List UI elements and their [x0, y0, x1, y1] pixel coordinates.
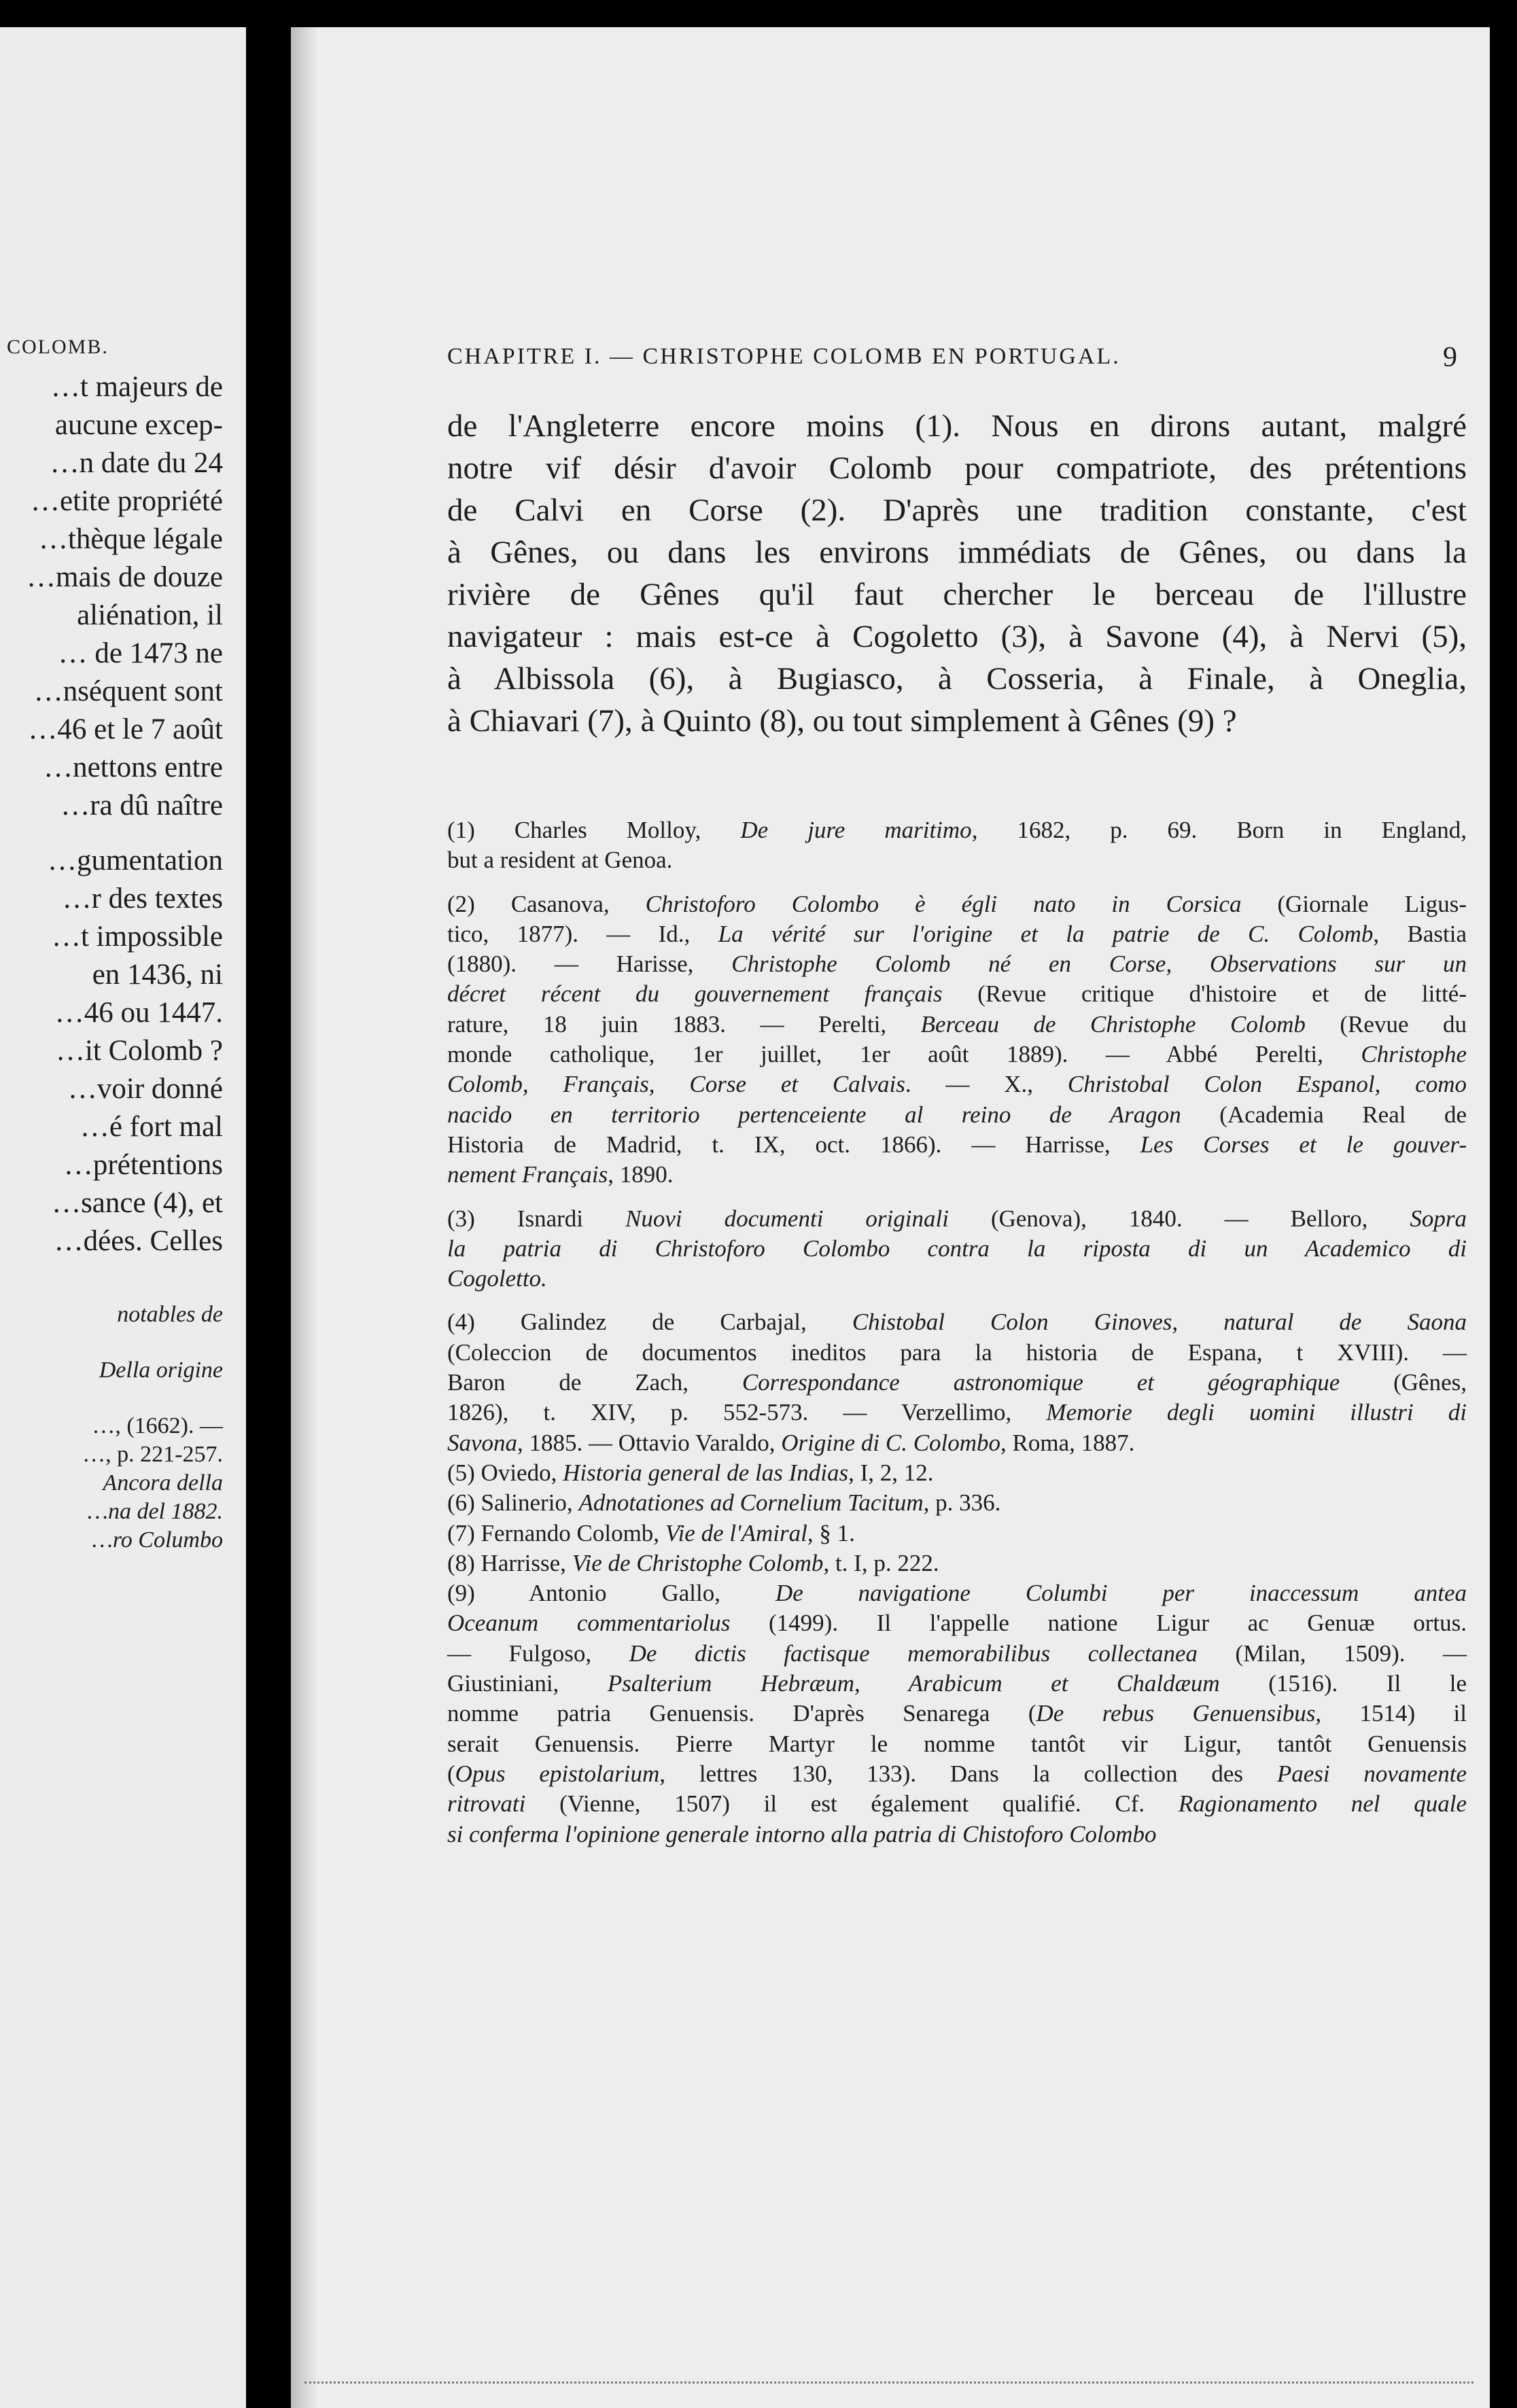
footnote-3-line: la patria di Christoforo Colombo contra la riposta di un Academico di — [447, 1235, 1467, 1262]
footnote-2-line: (1880). — Harisse, Christophe Colomb né en Corse, Observations sur un — [447, 951, 1467, 978]
footnote-9-line: nomme patria Genuensis. D'après Senarega (De rebus Genuensibus, 1514) il — [447, 1700, 1467, 1727]
footnote-4-line: 1826), t. XIV, p. 552-573. — Verzellimo, Memorie degli uomini illustri di — [447, 1399, 1467, 1426]
paragraph-line: à Chiavari (7), à Quinto (8), ou tout simplement à Gênes (9) ? — [447, 703, 1237, 739]
footnote-2-line: tico, 1877). — Id., La vérité sur l'origine et la patrie de C. Colomb, Bastia — [447, 920, 1467, 947]
page-bottom-dotted-edge — [304, 2382, 1474, 2384]
paragraph-line: à Albissola (6), à Bugiasco, à Cosseria, à Finale, à Oneglia, — [447, 661, 1467, 696]
footnote-9-line: — Fulgoso, De dictis factisque memorabilibus collectanea (Milan, 1509). — — [447, 1640, 1467, 1667]
left-line: aucune excep- — [54, 409, 223, 441]
footnote-2-line: rature, 18 juin 1883. — Perelti, Berceau de Christophe Colomb (Revue du — [447, 1010, 1467, 1038]
footnote-9-ragionamento-cont: si conferma l'opinione generale intorno alla patria di Chistoforo Colombo — [447, 1820, 1157, 1847]
footnote-4-line: (Coleccion de documentos ineditos para la historia de Espana, t XVIII). — — [447, 1339, 1467, 1366]
footnote-2-line: Historia de Madrid, t. IX, oct. 1866). — Harrisse, Les Corses et le gouver- — [447, 1131, 1467, 1158]
footnote-2-line: décret récent du gouvernement français (Revue critique d'histoire et de litté- — [447, 980, 1467, 1008]
scan-border-top — [0, 0, 1517, 27]
footnote-8-line: (8) Harrisse, Vie de Christophe Colomb, t. I, p. 222. — [447, 1549, 939, 1576]
left-line: …dées. Celles — [54, 1225, 223, 1257]
running-header — [447, 344, 1467, 375]
left-line: …gumentation — [48, 845, 223, 877]
footnote-7-line: (7) Fernando Colomb, Vie de l'Amiral, § 1. — [447, 1519, 855, 1546]
footnotes — [447, 815, 1467, 1849]
footnote-9-line: serait Genuensis. Pierre Martyr le nomme tantôt vir Ligur, tantôt Genuensis — [447, 1730, 1467, 1757]
footnote-6-line: (6) Salinerio, Adnotationes ad Cornelium Tacitum, p. 336. — [447, 1489, 1001, 1517]
left-line: …ra dû naître — [60, 790, 223, 821]
left-line: …46 ou 1447. — [54, 997, 223, 1029]
footnote-3-line: Cogoletto. — [447, 1265, 547, 1292]
left-line: …46 et le 7 août — [28, 713, 223, 745]
paragraph-line: à Gênes, ou dans les environs immédiats de Gênes, ou dans la — [447, 535, 1467, 570]
paragraph-line: navigateur : mais est-ce à Cogoletto (3), à Savone (4), à Nervi (5), — [447, 619, 1467, 654]
footnote-2-line: Colomb, Français, Corse et Calvais. — X., Christobal Colon Espanol, como — [447, 1071, 1467, 1098]
left-line: …prétentions — [63, 1149, 223, 1181]
left-line: …voir donné — [67, 1073, 223, 1105]
left-line: …thèque légale — [38, 523, 223, 555]
left-line: Della origine — [99, 1358, 223, 1383]
left-line: …na del 1882. — [87, 1499, 223, 1524]
footnote-9-line — [447, 1820, 1467, 1849]
left-line: …sance (4), et — [52, 1187, 223, 1219]
paragraph-line: notre vif désir d'avoir Colomb pour compatriote, des prétentions — [447, 450, 1467, 486]
left-line: …é fort mal — [80, 1111, 223, 1143]
left-line: Ancora della — [103, 1470, 223, 1495]
left-line: …n date du 24 — [50, 447, 223, 479]
running-header-title: CHAPITRE I. — CHRISTOPHE COLOMB EN PORTUGAL. — [447, 344, 1121, 369]
footnote-9-line: ritrovati (Vienne, 1507) il est également qualifié. Cf. Ragionamento nel quale — [447, 1790, 1467, 1818]
page-number: 9 — [1443, 342, 1457, 373]
left-line: …it Colomb ? — [55, 1035, 223, 1067]
footnote-9-ragionamento: Ragionamento nel quale — [1178, 1790, 1467, 1818]
left-line: …t majeurs de — [50, 371, 223, 403]
scan-border-right — [1490, 0, 1517, 2408]
left-line: …nséquent sont — [33, 675, 223, 707]
left-line: …nettons entre — [43, 751, 223, 783]
footnote-1-line: (1) Charles Molloy, De jure maritimo, 1682, p. 69. Born in England, — [447, 817, 1467, 843]
footnote-5-line: (5) Oviedo, Historia general de las Indias, I, 2, 12. — [447, 1459, 934, 1486]
left-line: …, (1662). — — [92, 1413, 223, 1438]
left-page-fragment — [0, 27, 246, 2408]
binding-shadow — [291, 27, 318, 2408]
left-line: …etite propriété — [31, 485, 223, 517]
left-line: …, p. 221-257. — [82, 1442, 223, 1467]
left-line: …ro Columbo — [92, 1527, 223, 1553]
footnote-9-line: (9) Antonio Gallo, De navigatione Columbi per inaccessum antea — [447, 1580, 1467, 1607]
footnote-3-line: (3) Isnardi Nuovi documenti originali (Genova), 1840. — Belloro, Sopra — [447, 1205, 1467, 1232]
footnote-4-line: Savona, 1885. — Ottavio Varaldo, Origine di C. Colombo, Roma, 1887. — [447, 1429, 1135, 1456]
footnote-9-line: Oceanum commentariolus (1499). Il l'appelle natione Ligur ac Genuæ ortus. — [447, 1610, 1467, 1637]
footnote-2-line: (2) Casanova, Christoforo Colombo è égli nato in Corsica (Giornale Ligus- — [447, 890, 1467, 917]
left-line: aliénation, il — [77, 599, 223, 631]
paragraph-line: de Calvi en Corse (2). D'après une tradition constante, c'est — [447, 493, 1467, 528]
page-gutter — [246, 27, 291, 2408]
left-running-head: COLOMB. — [7, 336, 109, 358]
footnote-9-line: Giustiniani, Psalterium Hebræum, Arabicum et Chaldæum (1516). Il le — [447, 1670, 1467, 1697]
footnote-9-line: (Opus epistolarium, lettres 130, 133). Dans la collection des Paesi novamente — [447, 1760, 1467, 1787]
footnote-4-line: Baron de Zach, Correspondance astronomique et géographique (Gênes, — [447, 1369, 1467, 1396]
paragraph-line: de l'Angleterre encore moins (1). Nous en dirons autant, malgré — [447, 408, 1467, 444]
left-line: …t impossible — [51, 921, 223, 953]
main-paragraph — [447, 405, 1467, 742]
left-line: en 1436, ni — [92, 959, 223, 991]
left-line: …r des textes — [62, 883, 223, 915]
left-line: … de 1473 ne — [58, 637, 223, 669]
footnote-2-line: nement Français, 1890. — [447, 1161, 674, 1188]
left-line: notables de — [117, 1302, 223, 1327]
footnote-4-line: (4) Galindez de Carbajal, Chistobal Colon Ginoves, natural de Saona — [447, 1309, 1467, 1336]
paragraph-line: rivière de Gênes qu'il faut chercher le berceau de l'illustre — [447, 577, 1467, 612]
footnote-2-line: nacido en territorio pertenceiente al reino de Aragon (Academia Real de — [447, 1101, 1467, 1128]
main-page — [291, 27, 1490, 2408]
footnote-1-line: but a resident at Genoa. — [447, 847, 673, 874]
left-line: …mais de douze — [27, 561, 223, 593]
footnote-2-line: monde catholique, 1er juillet, 1er août 1889). — Abbé Perelti, Christophe — [447, 1041, 1467, 1068]
